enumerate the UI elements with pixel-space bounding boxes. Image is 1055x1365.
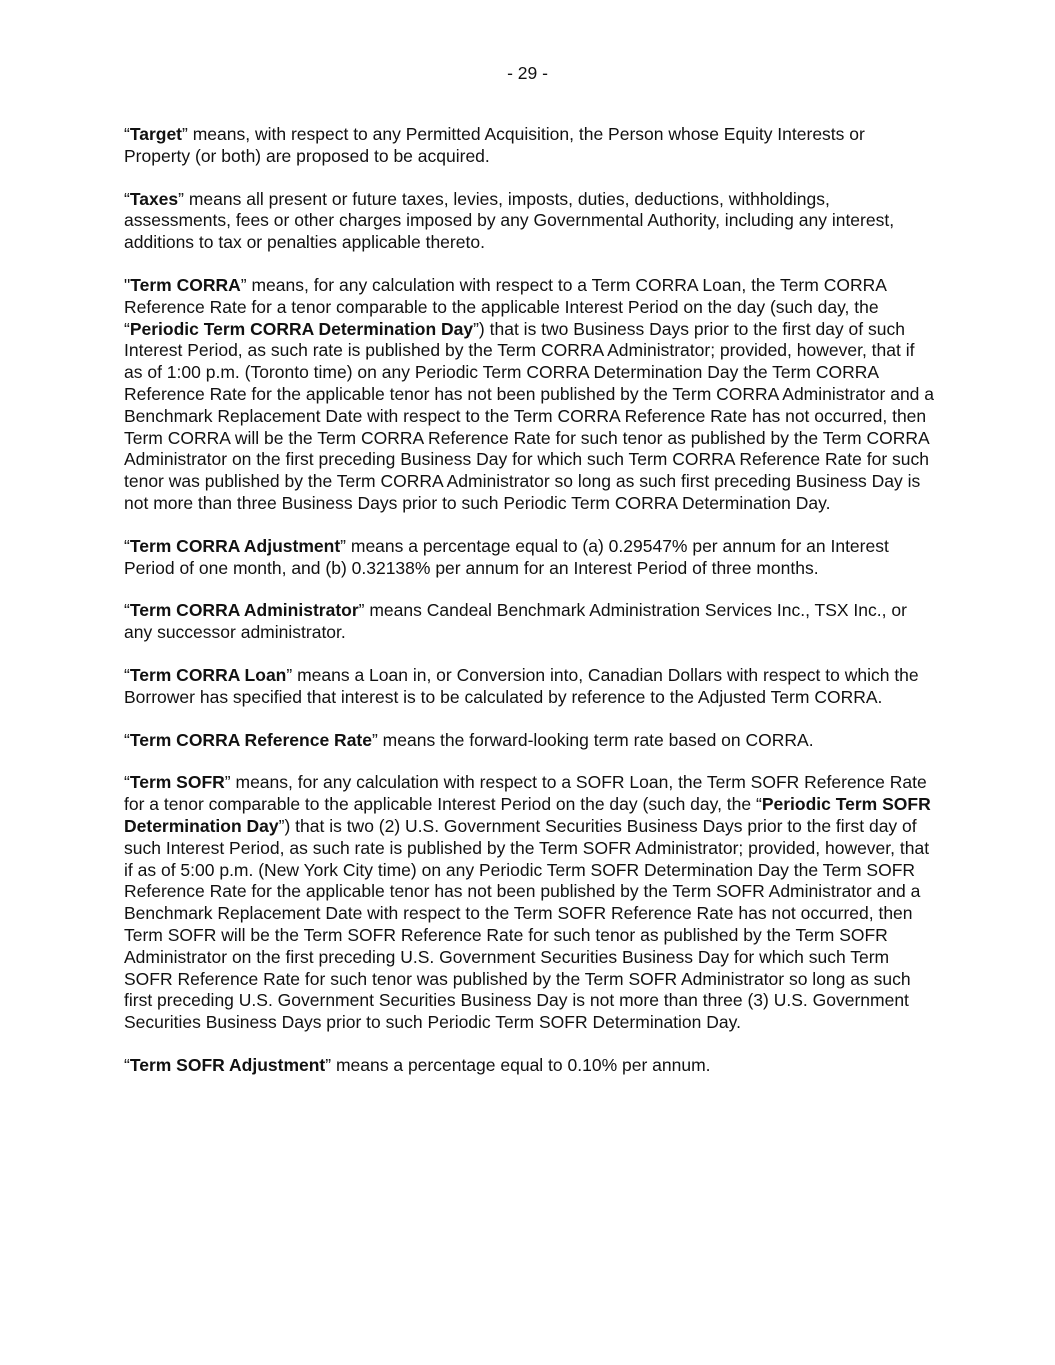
definition-body-continued: ”) that is two Business Days prior to the first day of such Interest Period, as such rate is published by the Term CORRA Administrator; provided, however, that if as of 1:00 p.m. (Toronto time) on any Periodic Term CORRA Determination Day the Term CORRA Reference Rate for the applicable tenor has not been published by the Term CORRA Administrator and a Benchmark Replacement Date with respect to the Term CORRA Reference Rate has not occurred, then Term CORRA will be the Term CORRA Reference Rate for such tenor as published by the Term CORRA Administrator on the first preceding Business Day for which such Term CORRA Reference Rate for such tenor was published by the Term CORRA Administrator so long as such first preceding Business Day is not more than three Business Days prior to such Periodic Term CORRA Determination Day. <box>124 318 935 513</box>
open-quote: “ <box>124 124 130 144</box>
close-quote: ” <box>340 535 346 556</box>
open-quote: " <box>124 274 131 295</box>
close-quote: ” <box>371 729 378 750</box>
defined-term: Target <box>129 124 183 144</box>
open-quote: “ <box>124 600 130 621</box>
definition-body: means Candeal Benchmark Administration Services Inc., TSX Inc., or any successor administrator. <box>124 600 907 643</box>
definition-term-corra <box>124 275 934 515</box>
definitions-list <box>124 124 934 1098</box>
definition-taxes <box>124 189 934 254</box>
defined-term: Term CORRA Administrator <box>129 600 359 621</box>
definition-term-sofr <box>124 772 934 1034</box>
close-quote: ” <box>358 600 365 621</box>
defined-term: Term CORRA Loan <box>129 664 287 685</box>
definition-term-corra-reference-rate <box>124 730 934 752</box>
close-quote: ” <box>178 188 184 209</box>
definition-body: means, with respect to any Permitted Acquisition, the Person whose Equity Interests or Property (or both) are proposed to be acquired. <box>124 124 865 166</box>
open-quote: “ <box>124 729 130 750</box>
definition-body: means the forward-looking term rate based on CORRA. <box>377 729 814 750</box>
defined-term: Term SOFR <box>129 772 225 793</box>
page-number: - 29 - <box>507 63 548 83</box>
close-quote: ” <box>240 274 247 295</box>
defined-term: Term CORRA <box>130 274 241 295</box>
definition-body-continued: ”) that is two (2) U.S. Government Securities Business Days prior to the first day of such Interest Period, as such rate is published by the Term SOFR Administrator; provided, however, that if as of 5:00 p.m. (New York City time) on any Periodic Term SOFR Determination Day the Term SOFR Reference Rate for the applicable tenor has not been published by the Term SOFR Administrator and a Benchmark Replacement Date with respect to the Term SOFR Reference Rate has not occurred, then Term SOFR will be the Term SOFR Reference Rate for such tenor as published by the Term SOFR Administrator on the first preceding U.S. Government Securities Business Day for which such Term SOFR Reference Rate for such tenor was published by the Term SOFR Administrator so long as such first preceding U.S. Government Securities Business Day is not more than three (3) U.S. Government Securities Business Days prior to such Periodic Term SOFR Determination Day. <box>124 815 930 1033</box>
close-quote: ” <box>224 772 231 793</box>
close-quote: ” <box>286 664 293 685</box>
definition-body: means a percentage equal to 0.10% per annum. <box>331 1054 711 1075</box>
open-quote: “ <box>124 1054 130 1075</box>
definition-term-corra-adjustment <box>124 536 934 580</box>
definition-body: means, for any calculation with respect to a Term CORRA Loan, the Term CORRA Reference Rate for a tenor comparable to the applicable Interest Period on the day (such day, the “ <box>124 274 886 339</box>
defined-term: Term SOFR Adjustment <box>129 1054 326 1075</box>
open-quote: “ <box>124 535 130 556</box>
definition-target <box>124 124 934 168</box>
definition-term-corra-loan <box>124 665 934 709</box>
close-quote: ” <box>325 1054 332 1075</box>
close-quote: ” <box>182 124 188 144</box>
definition-term-corra-administrator <box>124 600 934 644</box>
open-quote: “ <box>124 188 130 209</box>
definition-body: means, for any calculation with respect to a SOFR Loan, the Term SOFR Reference Rate for a tenor comparable to the applicable Interest Period on the day (such day, the “ <box>124 772 927 815</box>
inner-defined-term: Periodic Term SOFR Determination Day <box>124 794 931 836</box>
definition-body: means a Loan in, or Conversion into, Canadian Dollars with respect to which the Borrower has specified that interest is to be calculated by reference to the Adjusted Term CORRA. <box>124 664 919 707</box>
defined-term: Term CORRA Reference Rate <box>129 729 372 750</box>
inner-defined-term: Periodic Term CORRA Determination Day <box>129 318 474 339</box>
defined-term: Term CORRA Adjustment <box>129 535 341 556</box>
defined-term: Taxes <box>129 188 179 209</box>
definition-term-sofr-adjustment <box>124 1055 934 1077</box>
definition-body: means a percentage equal to (a) 0.29547% per annum for an Interest Period of one month, and (b) 0.32138% per annum for an Interest Period of three months. <box>124 535 889 578</box>
definition-body: means all present or future taxes, levies, imposts, duties, deductions, withholdings, assessments, fees or other charges imposed by any Governmental Authority, including any interest, additions to tax or penalties applicable thereto. <box>124 188 895 253</box>
open-quote: “ <box>124 664 130 685</box>
open-quote: “ <box>124 772 130 793</box>
